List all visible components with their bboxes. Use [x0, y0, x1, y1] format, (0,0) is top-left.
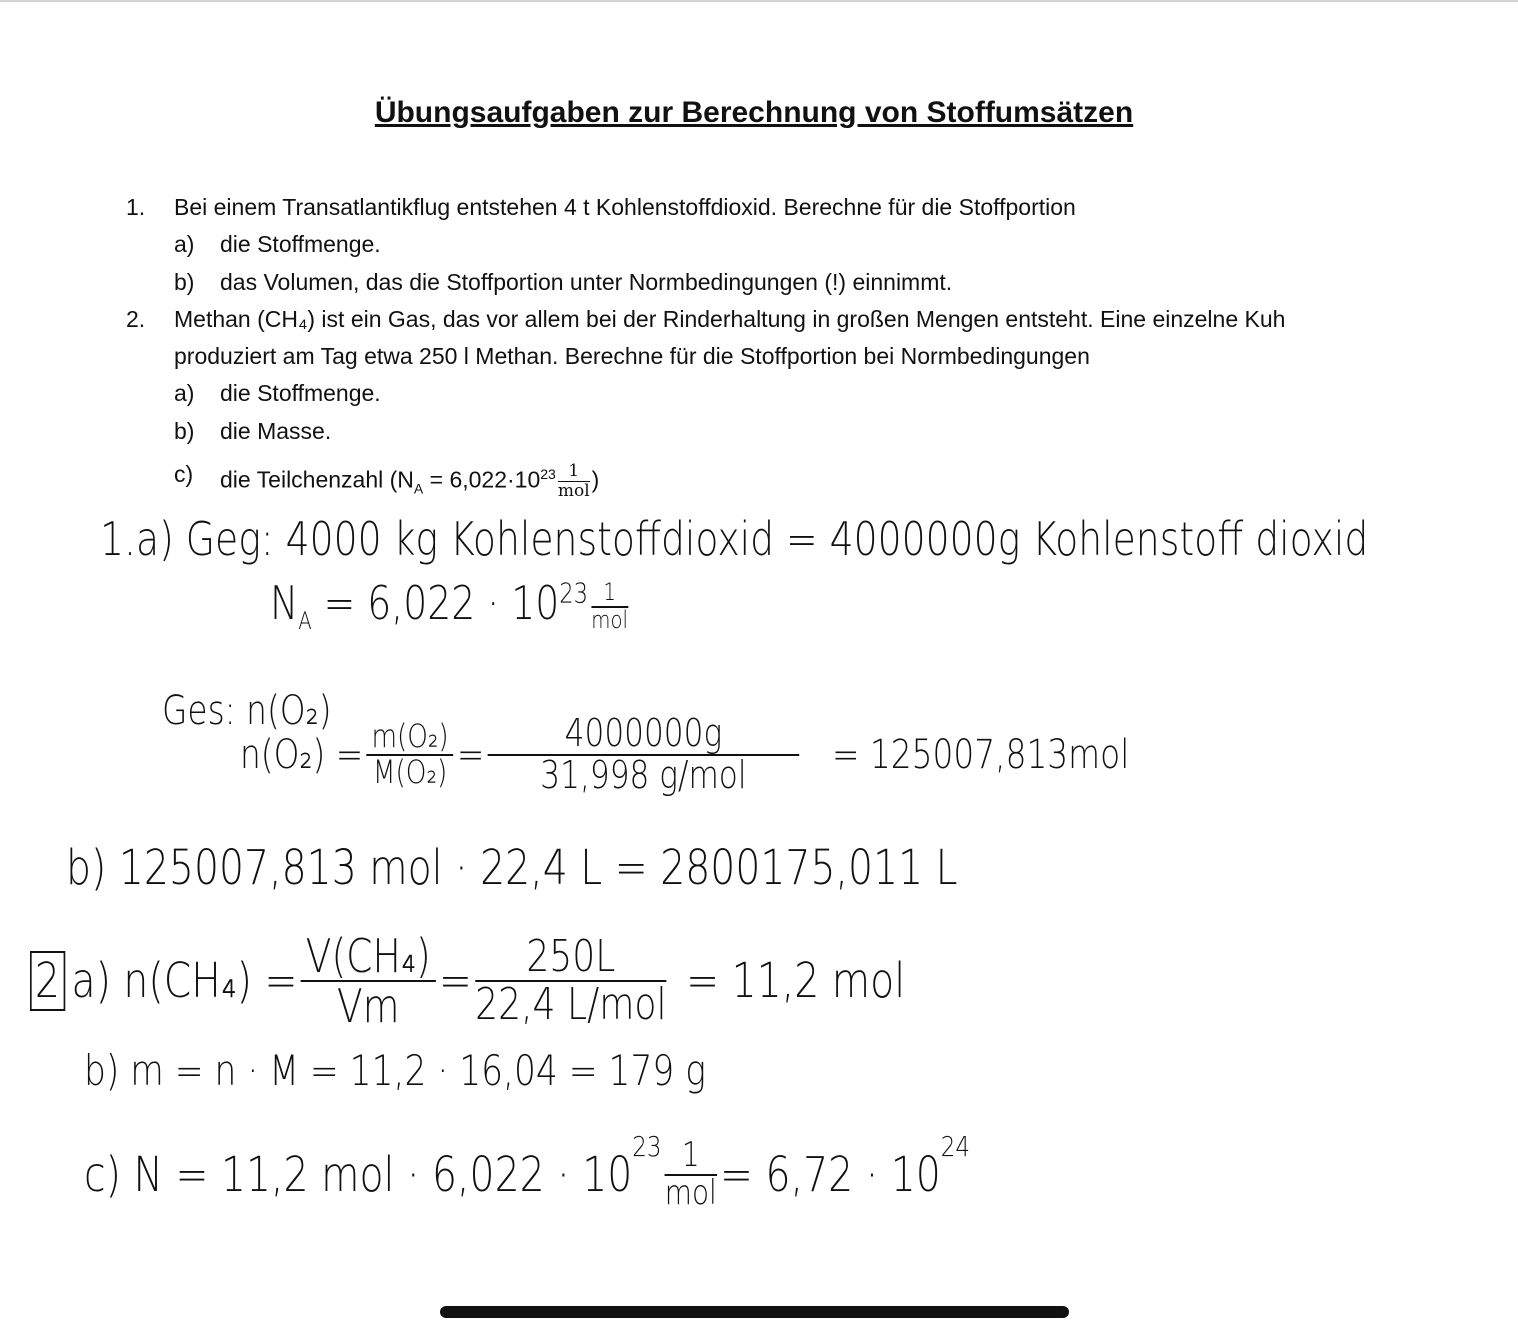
- unit-fraction: 1 mol: [664, 1135, 717, 1213]
- handwritten-answer-2b: b) m = n · M = 11,2 · 16,04 = 179 g: [84, 1046, 706, 1095]
- unit-fraction: $\frac{1}{\text{mol}}$: [557, 461, 590, 502]
- subtask-text: das Volumen, das die Stoffportion unter Normbedingungen (!) einnimmt.: [220, 269, 953, 295]
- subtask-label: c): [174, 461, 194, 487]
- handwritten-given: 1.a) Geg: 4000 kg Kohlenstoffdioxid = 4000000g Kohlenstoff dioxid: [100, 512, 1369, 566]
- handwritten-avogadro: $N_A = 6,022 \cdot 10^{23}$ 1 mol: [270, 576, 628, 636]
- subtask-label: b): [174, 269, 195, 295]
- task-text: Methan (CH₄) ist ein Gas, das vor allem bei der Rinderhaltung in großen Mengen entsteht. Eine einzelne Kuh: [174, 306, 1286, 332]
- unit-fraction: 1 mol: [591, 578, 628, 634]
- subtask-label: b): [174, 418, 195, 444]
- task-number: 2.: [126, 306, 146, 332]
- subtask-text: die Stoffmenge.: [220, 380, 381, 406]
- task-2-box: 2: [30, 951, 65, 1011]
- task-text: produziert am Tag etwa 250 l Methan. Berechne für die Stoffportion bei Normbedingungen: [174, 343, 1090, 369]
- handwritten-answer-2a: 2 a) n(CH₄) = $\frac{\text{V(CH₄)}}{Vm}$ = 250L 22,4 L/mol = 11,2 mol: [30, 916, 905, 1046]
- value-fraction: 250L 22,4 L/mol: [475, 930, 667, 1030]
- handwritten-formula-1a: n(O₂) = $\frac{\text{m(O₂)}}{\text{M(O₂)}}$ = 4000000g 31,998 g/mol = 125007,813mol: [240, 711, 1130, 797]
- handwritten-answer-1b: b) 125007,813 mol · 22,4 L = 2800175,011 L: [66, 840, 958, 896]
- subtask-label: a): [174, 380, 195, 406]
- value-fraction: 4000000g 31,998 g/mol: [488, 714, 800, 796]
- result-1a: = 125007,813mol: [832, 732, 1130, 778]
- subtask-text: die Teilchenzahl ($N_A = 6,022\cdot 10^{23}$ $\frac{1}{\text{mol}}$ ): [220, 461, 600, 502]
- result-2a: = 11,2 mol: [686, 953, 906, 1009]
- home-indicator-bar[interactable]: [440, 1306, 1069, 1318]
- task-number: 1.: [126, 194, 146, 220]
- top-divider: [0, 0, 1518, 2]
- page-title: Übungsaufgaben zur Berechnung von Stoffumsätzen: [374, 96, 1134, 129]
- handwritten-sought: Ges: n(O₂): [162, 688, 332, 734]
- subtask-text: die Stoffmenge.: [220, 231, 381, 257]
- subtask-text: die Masse.: [220, 418, 332, 444]
- formula-fraction: $\frac{\text{m(O₂)}}{\text{M(O₂)}}$: [367, 720, 454, 789]
- task-text: Bei einem Transatlantikflug entstehen 4 t Kohlenstoffdioxid. Berechne für die Stoffportion: [174, 194, 1076, 220]
- subtask-label: a): [174, 231, 195, 257]
- formula-fraction: $\frac{\text{V(CH₄)}}{Vm}$: [301, 932, 436, 1031]
- handwritten-answer-2c: c) N = 11,2 mol · 6,022 · 10 $^{23}$ 1 mol = 6,72 · 10 $^{24}$: [84, 1130, 971, 1213]
